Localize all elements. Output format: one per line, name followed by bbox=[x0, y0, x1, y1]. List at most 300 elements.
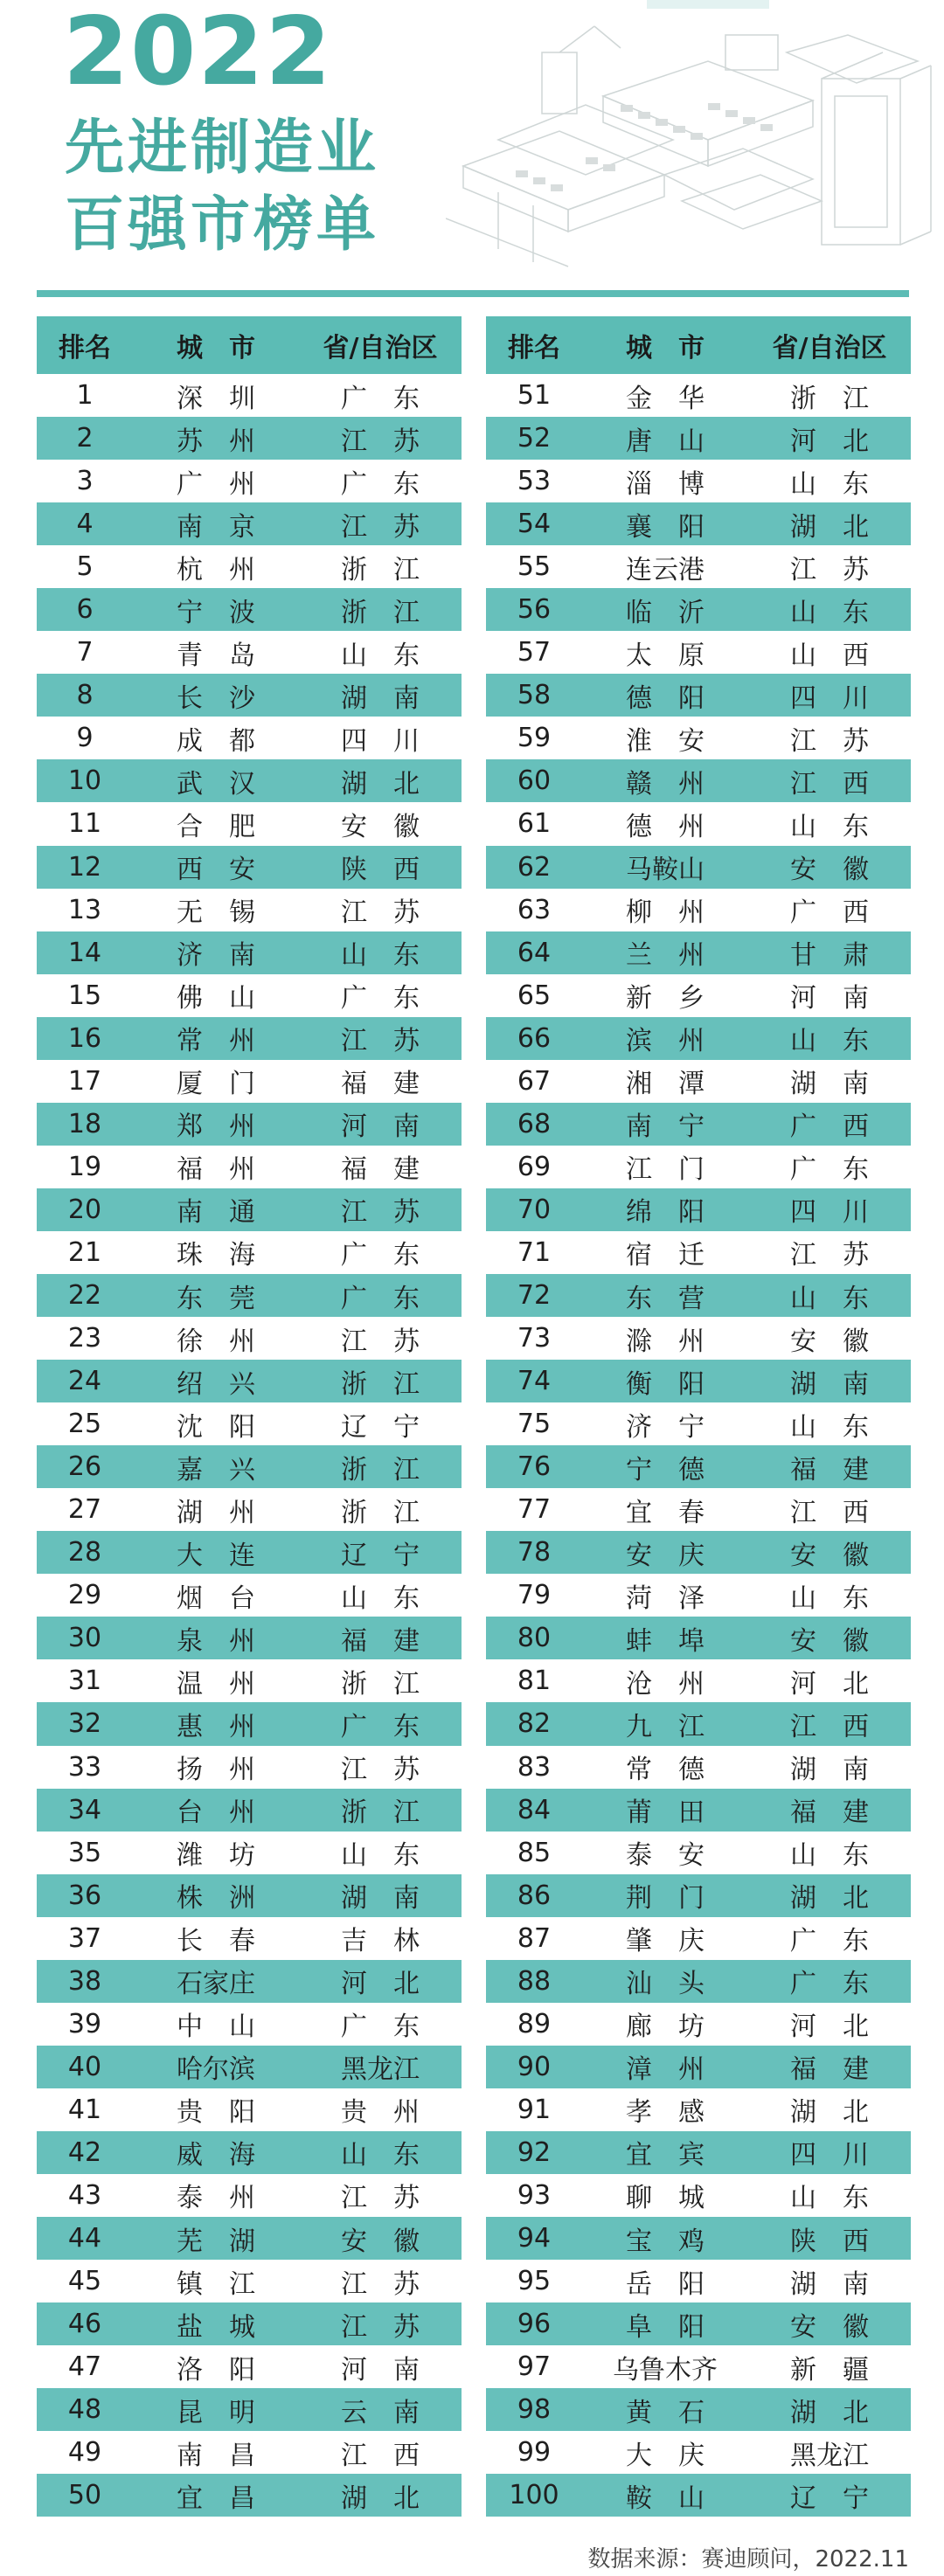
city-cell: 济 南 bbox=[177, 940, 255, 972]
city-cell: 阜 阳 bbox=[626, 2311, 705, 2343]
city-cell: 石家庄 bbox=[177, 1969, 255, 2000]
province-cell: 河 北 bbox=[341, 1969, 420, 2000]
province-cell: 福 建 bbox=[790, 1454, 869, 1485]
province-cell: 浙 江 bbox=[341, 1454, 420, 1485]
city-cell: 宜 宾 bbox=[626, 2140, 705, 2171]
province-cell: 河 北 bbox=[790, 2012, 869, 2043]
city-cell: 德 阳 bbox=[626, 682, 705, 714]
table-row bbox=[486, 1274, 911, 1317]
table-row bbox=[486, 846, 911, 889]
rank-cell: 67 bbox=[517, 1065, 552, 1097]
city-cell: 贵 阳 bbox=[177, 2097, 255, 2129]
province-cell: 福 建 bbox=[341, 1154, 420, 1186]
province-cell: 江 苏 bbox=[341, 1026, 420, 1057]
rank-cell: 86 bbox=[517, 1880, 552, 1911]
header-province: 省/自治区 bbox=[772, 333, 887, 364]
rank-cell: 83 bbox=[517, 1751, 552, 1783]
city-cell: 鞍 山 bbox=[626, 2483, 705, 2514]
city-cell: 滁 州 bbox=[626, 1326, 705, 1357]
rank-cell: 25 bbox=[67, 1409, 102, 1440]
rank-cell: 97 bbox=[517, 2351, 552, 2383]
table-row bbox=[486, 2474, 911, 2517]
table-row bbox=[486, 1832, 911, 1874]
table-row bbox=[37, 2260, 462, 2302]
table-row bbox=[37, 974, 462, 1017]
rank-cell: 7 bbox=[76, 637, 94, 668]
rank-cell: 52 bbox=[517, 423, 552, 454]
table-row bbox=[486, 2131, 911, 2174]
rank-cell: 24 bbox=[67, 1366, 102, 1397]
rank-cell: 57 bbox=[517, 637, 552, 668]
province-cell: 浙 江 bbox=[341, 1797, 420, 1829]
province-cell: 湖 南 bbox=[341, 1883, 420, 1915]
table-header bbox=[486, 316, 911, 374]
table-row bbox=[486, 1746, 911, 1789]
table-row bbox=[37, 2302, 462, 2345]
rank-cell: 42 bbox=[67, 2136, 102, 2168]
rank-cell: 62 bbox=[517, 851, 552, 883]
rank-cell: 2 bbox=[76, 423, 94, 454]
rank-cell: 96 bbox=[517, 2309, 552, 2340]
rank-cell: 20 bbox=[67, 1194, 102, 1225]
province-cell: 辽 宁 bbox=[341, 1411, 420, 1443]
rank-cell: 44 bbox=[67, 2223, 102, 2254]
city-cell: 大 庆 bbox=[626, 2440, 705, 2471]
province-cell: 湖 北 bbox=[790, 2397, 869, 2428]
province-cell: 黑龙江 bbox=[341, 2054, 420, 2086]
city-cell: 岳 阳 bbox=[626, 2268, 705, 2300]
table-row bbox=[486, 1231, 911, 1274]
table-row bbox=[486, 1702, 911, 1745]
table-row bbox=[486, 1617, 911, 1659]
city-cell: 孝 感 bbox=[626, 2097, 705, 2129]
city-cell: 昆 明 bbox=[177, 2397, 255, 2428]
city-cell: 安 庆 bbox=[626, 1540, 705, 1571]
province-cell: 河 南 bbox=[341, 1111, 420, 1143]
province-cell: 江 苏 bbox=[341, 2268, 420, 2300]
city-cell: 东 莞 bbox=[177, 1283, 255, 1314]
table-row bbox=[486, 2302, 911, 2345]
rank-cell: 94 bbox=[517, 2223, 552, 2254]
table-row bbox=[37, 2174, 462, 2217]
rank-cell: 58 bbox=[517, 680, 552, 711]
table-row bbox=[486, 588, 911, 631]
province-cell: 广 东 bbox=[790, 1926, 869, 1957]
rank-cell: 80 bbox=[517, 1623, 552, 1654]
table-row bbox=[486, 417, 911, 460]
rank-cell: 87 bbox=[517, 1922, 552, 1954]
rank-cell: 36 bbox=[67, 1880, 102, 1911]
table-row bbox=[486, 1488, 911, 1531]
table-row bbox=[486, 1017, 911, 1060]
rank-cell: 40 bbox=[67, 2051, 102, 2082]
rank-cell: 38 bbox=[67, 1965, 102, 1997]
table-row bbox=[37, 1617, 462, 1659]
table-row bbox=[486, 460, 911, 502]
table-row bbox=[37, 1317, 462, 1360]
table-row bbox=[486, 1874, 911, 1917]
city-cell: 嘉 兴 bbox=[177, 1454, 255, 1485]
rank-cell: 10 bbox=[67, 765, 102, 797]
rank-cell: 31 bbox=[67, 1665, 102, 1697]
city-cell: 莆 田 bbox=[626, 1797, 705, 1829]
rank-cell: 54 bbox=[517, 509, 552, 540]
province-cell: 湖 北 bbox=[790, 2097, 869, 2129]
province-cell: 江 苏 bbox=[341, 511, 420, 543]
city-cell: 台 州 bbox=[177, 1797, 255, 1829]
city-cell: 常 州 bbox=[177, 1026, 255, 1057]
province-cell: 湖 南 bbox=[341, 682, 420, 714]
city-cell: 绍 兴 bbox=[177, 1368, 255, 1400]
city-cell: 东 营 bbox=[626, 1283, 705, 1314]
rank-cell: 92 bbox=[517, 2136, 552, 2168]
table-row bbox=[37, 1445, 462, 1488]
province-cell: 湖 南 bbox=[790, 1755, 869, 1786]
table-row bbox=[37, 1874, 462, 1917]
table-row bbox=[486, 1445, 911, 1488]
table-row bbox=[37, 1488, 462, 1531]
city-cell: 蚌 埠 bbox=[626, 1625, 705, 1657]
table-row bbox=[37, 717, 462, 759]
province-cell: 江 苏 bbox=[341, 1326, 420, 1357]
table-row bbox=[37, 1146, 462, 1188]
province-cell: 安 徽 bbox=[341, 2226, 420, 2257]
city-cell: 温 州 bbox=[177, 1668, 255, 1700]
city-cell: 唐 山 bbox=[626, 426, 705, 457]
city-cell: 泰 安 bbox=[626, 1840, 705, 1872]
rank-cell: 28 bbox=[67, 1537, 102, 1568]
province-cell: 河 北 bbox=[790, 1668, 869, 1700]
province-cell: 福 建 bbox=[341, 1625, 420, 1657]
table-body bbox=[37, 374, 462, 2517]
province-cell: 山 东 bbox=[341, 1582, 420, 1614]
table-row bbox=[37, 846, 462, 889]
rank-cell: 29 bbox=[67, 1580, 102, 1611]
rank-cell: 37 bbox=[67, 1922, 102, 1954]
table-row bbox=[37, 1789, 462, 1832]
rank-cell: 50 bbox=[67, 2480, 102, 2511]
rank-cell: 99 bbox=[517, 2437, 552, 2469]
header-rank: 排名 bbox=[508, 333, 560, 364]
city-cell: 乌鲁木齐 bbox=[613, 2354, 718, 2386]
rank-cell: 5 bbox=[76, 551, 94, 583]
header-city: 城 市 bbox=[626, 333, 705, 364]
city-cell: 泉 州 bbox=[177, 1625, 255, 1657]
province-cell: 湖 南 bbox=[790, 1368, 869, 1400]
city-cell: 盐 城 bbox=[177, 2311, 255, 2343]
city-cell: 惠 州 bbox=[177, 1711, 255, 1742]
province-cell: 湖 北 bbox=[341, 2483, 420, 2514]
rank-cell: 66 bbox=[517, 1022, 552, 1054]
city-cell: 德 州 bbox=[626, 811, 705, 842]
city-cell: 宁 波 bbox=[177, 597, 255, 628]
city-cell: 襄 阳 bbox=[626, 511, 705, 543]
header-rank: 排名 bbox=[59, 333, 111, 364]
ranking-table-left bbox=[37, 316, 462, 2517]
rank-cell: 55 bbox=[517, 551, 552, 583]
province-cell: 山 东 bbox=[790, 2183, 869, 2214]
province-cell: 湖 北 bbox=[790, 1883, 869, 1915]
rank-cell: 75 bbox=[517, 1409, 552, 1440]
province-cell: 广 东 bbox=[341, 468, 420, 500]
table-row bbox=[37, 1017, 462, 1060]
province-cell: 山 东 bbox=[341, 940, 420, 972]
city-cell: 兰 州 bbox=[626, 940, 705, 972]
rank-cell: 46 bbox=[67, 2309, 102, 2340]
header bbox=[0, 0, 944, 301]
rank-cell: 18 bbox=[67, 1108, 102, 1139]
city-cell: 太 原 bbox=[626, 640, 705, 671]
city-cell: 株 洲 bbox=[177, 1883, 255, 1915]
table-row bbox=[37, 2003, 462, 2046]
city-cell: 漳 州 bbox=[626, 2054, 705, 2086]
table-row bbox=[486, 2088, 911, 2131]
table-row bbox=[486, 374, 911, 417]
table-row bbox=[37, 2217, 462, 2260]
province-cell: 安 徽 bbox=[790, 1540, 869, 1571]
province-cell: 浙 江 bbox=[341, 597, 420, 628]
city-cell: 金 华 bbox=[626, 383, 705, 414]
city-cell: 廊 坊 bbox=[626, 2012, 705, 2043]
city-cell: 杭 州 bbox=[177, 554, 255, 585]
rank-cell: 53 bbox=[517, 466, 552, 497]
table-row bbox=[486, 2431, 911, 2474]
rank-cell: 84 bbox=[517, 1794, 552, 1825]
rank-cell: 100 bbox=[509, 2480, 559, 2511]
rank-cell: 8 bbox=[76, 680, 94, 711]
province-cell: 广 东 bbox=[341, 983, 420, 1014]
city-cell: 赣 州 bbox=[626, 768, 705, 800]
data-source: 数据来源：赛迪顾问，2022.11 bbox=[587, 2546, 909, 2573]
table-row bbox=[486, 1146, 911, 1188]
rank-cell: 48 bbox=[67, 2394, 102, 2426]
table-row bbox=[486, 889, 911, 931]
province-cell: 湖 南 bbox=[790, 2268, 869, 2300]
rank-cell: 65 bbox=[517, 980, 552, 1011]
rank-cell: 98 bbox=[517, 2394, 552, 2426]
city-cell: 佛 山 bbox=[177, 983, 255, 1014]
city-cell: 芜 湖 bbox=[177, 2226, 255, 2257]
province-cell: 安 徽 bbox=[790, 1326, 869, 1357]
ranking-table-right bbox=[486, 316, 911, 2517]
rank-cell: 13 bbox=[67, 894, 102, 925]
title-line-2: 百强市榜单 bbox=[65, 190, 380, 260]
table-row bbox=[486, 674, 911, 717]
rank-cell: 4 bbox=[76, 509, 94, 540]
rank-cell: 19 bbox=[67, 1151, 102, 1182]
table-row bbox=[486, 2217, 911, 2260]
province-cell: 山 东 bbox=[790, 1582, 869, 1614]
rank-cell: 93 bbox=[517, 2179, 552, 2211]
city-cell: 马鞍山 bbox=[626, 855, 705, 886]
province-cell: 福 建 bbox=[790, 1797, 869, 1829]
rank-cell: 9 bbox=[76, 723, 94, 754]
rank-cell: 68 bbox=[517, 1108, 552, 1139]
rank-cell: 35 bbox=[67, 1837, 102, 1868]
table-row bbox=[486, 1188, 911, 1231]
province-cell: 山 东 bbox=[341, 640, 420, 671]
province-cell: 江 苏 bbox=[341, 2183, 420, 2214]
rank-cell: 88 bbox=[517, 1965, 552, 1997]
city-cell: 中 山 bbox=[177, 2012, 255, 2043]
province-cell: 四 川 bbox=[790, 2140, 869, 2171]
province-cell: 江 苏 bbox=[341, 897, 420, 929]
rank-cell: 82 bbox=[517, 1708, 552, 1740]
rank-cell: 3 bbox=[76, 466, 94, 497]
table-header bbox=[37, 316, 462, 374]
city-cell: 汕 头 bbox=[626, 1969, 705, 2000]
table-row bbox=[37, 2474, 462, 2517]
rank-cell: 78 bbox=[517, 1537, 552, 1568]
table-row bbox=[37, 417, 462, 460]
table-row bbox=[486, 1917, 911, 1960]
province-cell: 陕 西 bbox=[341, 855, 420, 886]
rank-cell: 71 bbox=[517, 1236, 552, 1268]
table-row bbox=[37, 1702, 462, 1745]
city-cell: 菏 泽 bbox=[626, 1582, 705, 1614]
province-cell: 广 东 bbox=[790, 1154, 869, 1186]
table-row bbox=[37, 1274, 462, 1317]
city-cell: 南 昌 bbox=[177, 2440, 255, 2471]
province-cell: 江 苏 bbox=[341, 2311, 420, 2343]
rank-cell: 73 bbox=[517, 1323, 552, 1354]
province-cell: 河 南 bbox=[790, 983, 869, 1014]
table-row bbox=[486, 974, 911, 1017]
city-cell: 苏 州 bbox=[177, 426, 255, 457]
factory-illustration-icon bbox=[446, 0, 935, 271]
rank-cell: 6 bbox=[76, 594, 94, 626]
city-cell: 长 春 bbox=[177, 1926, 255, 1957]
province-cell: 云 南 bbox=[341, 2397, 420, 2428]
table-row bbox=[486, 1060, 911, 1103]
table-row bbox=[486, 802, 911, 845]
table-row bbox=[37, 1574, 462, 1617]
city-cell: 泰 州 bbox=[177, 2183, 255, 2214]
province-cell: 山 东 bbox=[790, 1411, 869, 1443]
province-cell: 辽 宁 bbox=[790, 2483, 869, 2514]
city-cell: 深 圳 bbox=[177, 383, 255, 414]
province-cell: 浙 江 bbox=[341, 1368, 420, 1400]
table-row bbox=[37, 2431, 462, 2474]
rank-cell: 77 bbox=[517, 1494, 552, 1526]
rank-cell: 45 bbox=[67, 2266, 102, 2297]
rank-cell: 95 bbox=[517, 2266, 552, 2297]
province-cell: 浙 江 bbox=[341, 1497, 420, 1528]
city-cell: 宿 迁 bbox=[626, 1240, 705, 1271]
city-cell: 衡 阳 bbox=[626, 1368, 705, 1400]
province-cell: 黑龙江 bbox=[790, 2440, 869, 2471]
table-row bbox=[37, 460, 462, 502]
city-cell: 淮 安 bbox=[626, 725, 705, 757]
rank-cell: 72 bbox=[517, 1280, 552, 1311]
table-row bbox=[486, 2046, 911, 2088]
table-body bbox=[486, 374, 911, 2517]
city-cell: 黄 石 bbox=[626, 2397, 705, 2428]
city-cell: 宁 德 bbox=[626, 1454, 705, 1485]
province-cell: 山 东 bbox=[790, 468, 869, 500]
city-cell: 淄 博 bbox=[626, 468, 705, 500]
province-cell: 新 疆 bbox=[790, 2354, 869, 2386]
table-row bbox=[37, 674, 462, 717]
city-cell: 南 通 bbox=[177, 1197, 255, 1229]
province-cell: 吉 林 bbox=[341, 1926, 420, 1957]
city-cell: 郑 州 bbox=[177, 1111, 255, 1143]
rank-cell: 49 bbox=[67, 2437, 102, 2469]
rank-cell: 74 bbox=[517, 1366, 552, 1397]
city-cell: 江 门 bbox=[626, 1154, 705, 1186]
table-row bbox=[486, 631, 911, 674]
province-cell: 浙 江 bbox=[341, 1668, 420, 1700]
city-cell: 无 锡 bbox=[177, 897, 255, 929]
table-row bbox=[486, 1360, 911, 1402]
title-line-1: 先进制造业 bbox=[65, 114, 380, 183]
city-cell: 柳 州 bbox=[626, 897, 705, 929]
province-cell: 湖 北 bbox=[790, 511, 869, 543]
city-cell: 沈 阳 bbox=[177, 1411, 255, 1443]
table-row bbox=[486, 2260, 911, 2302]
city-cell: 镇 江 bbox=[177, 2268, 255, 2300]
table-row bbox=[486, 931, 911, 974]
rank-cell: 27 bbox=[67, 1494, 102, 1526]
city-cell: 湖 州 bbox=[177, 1497, 255, 1528]
rank-cell: 91 bbox=[517, 2094, 552, 2125]
rank-cell: 56 bbox=[517, 594, 552, 626]
province-cell: 山 西 bbox=[790, 640, 869, 671]
province-cell: 河 南 bbox=[341, 2354, 420, 2386]
city-cell: 聊 城 bbox=[626, 2183, 705, 2214]
table-row bbox=[486, 1103, 911, 1146]
rank-cell: 33 bbox=[67, 1751, 102, 1783]
city-cell: 滨 州 bbox=[626, 1026, 705, 1057]
table-row bbox=[37, 889, 462, 931]
city-cell: 南 宁 bbox=[626, 1111, 705, 1143]
province-cell: 山 东 bbox=[790, 1283, 869, 1314]
province-cell: 山 东 bbox=[341, 1840, 420, 1872]
rank-cell: 47 bbox=[67, 2351, 102, 2383]
table-row bbox=[37, 2131, 462, 2174]
province-cell: 安 徽 bbox=[790, 855, 869, 886]
rank-cell: 32 bbox=[67, 1708, 102, 1740]
table-row bbox=[37, 588, 462, 631]
rank-cell: 26 bbox=[67, 1451, 102, 1483]
table-row bbox=[37, 2046, 462, 2088]
table-row bbox=[37, 2388, 462, 2431]
rank-cell: 12 bbox=[67, 851, 102, 883]
province-cell: 河 北 bbox=[790, 426, 869, 457]
table-row bbox=[486, 1659, 911, 1702]
city-cell: 洛 阳 bbox=[177, 2354, 255, 2386]
province-cell: 安 徽 bbox=[790, 1625, 869, 1657]
province-cell: 贵 州 bbox=[341, 2097, 420, 2129]
rank-cell: 76 bbox=[517, 1451, 552, 1483]
table-row bbox=[486, 1317, 911, 1360]
city-cell: 成 都 bbox=[177, 725, 255, 757]
table-row bbox=[486, 1574, 911, 1617]
province-cell: 江 苏 bbox=[341, 1197, 420, 1229]
city-cell: 沧 州 bbox=[626, 1668, 705, 1700]
rank-cell: 39 bbox=[67, 2008, 102, 2039]
province-cell: 江 西 bbox=[790, 1497, 869, 1528]
province-cell: 福 建 bbox=[341, 1069, 420, 1100]
table-row bbox=[37, 502, 462, 545]
province-cell: 四 川 bbox=[790, 682, 869, 714]
province-cell: 江 苏 bbox=[790, 1240, 869, 1271]
city-cell: 济 宁 bbox=[626, 1411, 705, 1443]
table-row bbox=[486, 502, 911, 545]
city-cell: 宝 鸡 bbox=[626, 2226, 705, 2257]
city-cell: 烟 台 bbox=[177, 1582, 255, 1614]
province-cell: 江 西 bbox=[341, 2440, 420, 2471]
